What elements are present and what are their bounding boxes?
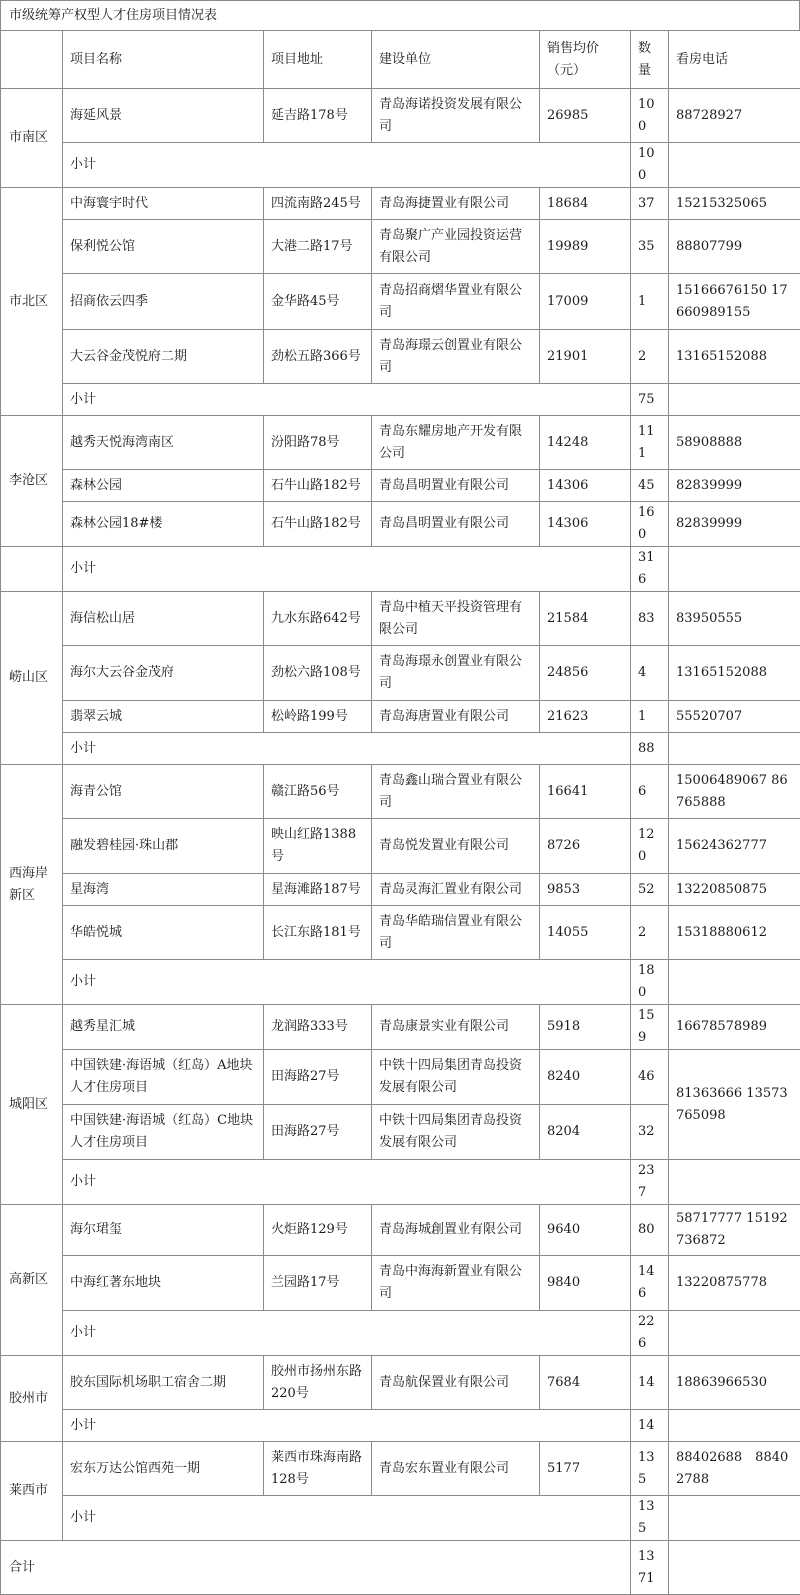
project-name: 中海寰宇时代 <box>63 188 264 220</box>
subtotal-phone-empty <box>669 960 800 1005</box>
project-phone: 58908888 <box>669 416 800 470</box>
project-qty: 32 <box>631 1105 669 1160</box>
district-cell: 市北区 <box>1 188 63 416</box>
project-developer: 青岛鑫山瑞合置业有限公司 <box>372 765 540 819</box>
subtotal-value: 180 <box>631 960 669 1005</box>
project-developer: 青岛航保置业有限公司 <box>372 1356 540 1410</box>
project-name: 融发碧桂园·珠山郡 <box>63 819 264 874</box>
total-row <box>1 1541 800 1595</box>
project-qty: 2 <box>631 906 669 960</box>
project-name: 招商依云四季 <box>63 274 264 330</box>
project-phone: 88402688 8840 2788 <box>669 1442 800 1496</box>
project-developer: 青岛海璟永创置业有限公司 <box>372 646 540 701</box>
project-name: 华皓悦城 <box>63 906 264 960</box>
project-qty: 2 <box>631 330 669 384</box>
project-name: 中国铁建·海语城（红岛）A地块人才住房项目 <box>63 1050 264 1105</box>
project-qty: 46 <box>631 1050 669 1105</box>
project-address: 火炬路129号 <box>264 1205 372 1256</box>
subtotal-value: 316 <box>631 547 669 592</box>
project-price: 26985 <box>540 89 631 143</box>
subtotal-phone-empty <box>669 1496 800 1541</box>
project-address: 田海路27号 <box>264 1050 372 1105</box>
district-cell: 崂山区 <box>1 592 63 765</box>
project-developer: 青岛海捷置业有限公司 <box>372 188 540 220</box>
header-developer: 建设单位 <box>372 31 540 89</box>
project-name: 海尔大云谷金茂府 <box>63 646 264 701</box>
project-phone: 82839999 <box>669 470 800 502</box>
table-row <box>1 765 800 819</box>
subtotal-row <box>1 384 800 416</box>
project-qty: 1 <box>631 701 669 733</box>
project-price: 9853 <box>540 874 631 906</box>
project-address: 石牛山路182号 <box>264 502 372 547</box>
subtotal-row <box>1 1160 800 1205</box>
project-price: 9840 <box>540 1256 631 1311</box>
project-developer: 青岛中海海新置业有限公司 <box>372 1256 540 1311</box>
project-qty: 52 <box>631 874 669 906</box>
subtotal-phone-empty <box>669 143 800 188</box>
subtotal-row <box>1 547 800 592</box>
project-name: 越秀天悦海湾南区 <box>63 416 264 470</box>
subtotal-row <box>1 143 800 188</box>
project-address: 大港二路17号 <box>264 220 372 274</box>
project-name: 胶东国际机场职工宿舍二期 <box>63 1356 264 1410</box>
subtotal-label: 小计 <box>63 384 631 416</box>
project-phone: 88807799 <box>669 220 800 274</box>
project-address: 松岭路199号 <box>264 701 372 733</box>
project-address: 长江东路181号 <box>264 906 372 960</box>
project-developer: 青岛康景实业有限公司 <box>372 1005 540 1050</box>
district-cell: 李沧区 <box>1 416 63 547</box>
project-developer: 青岛东耀房地产开发有限公司 <box>372 416 540 470</box>
project-phone: 15166676150 17660989155 <box>669 274 800 330</box>
project-qty: 146 <box>631 1256 669 1311</box>
header-phone: 看房电话 <box>669 31 800 89</box>
subtotal-phone-empty <box>669 1160 800 1205</box>
project-phone: 81363666 13573765098 <box>669 1050 800 1160</box>
project-qty: 83 <box>631 592 669 646</box>
project-phone: 13165152088 <box>669 330 800 384</box>
project-price: 21623 <box>540 701 631 733</box>
subtotal-value: 88 <box>631 733 669 765</box>
project-phone: 15006489067 86765888 <box>669 765 800 819</box>
table-row <box>1 701 800 733</box>
project-developer: 青岛宏东置业有限公司 <box>372 1442 540 1496</box>
project-phone: 88728927 <box>669 89 800 143</box>
project-name: 中国铁建·海语城（红岛）C地块人才住房项目 <box>63 1105 264 1160</box>
project-phone: 15318880612 <box>669 906 800 960</box>
table-row <box>1 1256 800 1311</box>
subtotal-row <box>1 1410 800 1442</box>
project-name: 海尔珺玺 <box>63 1205 264 1256</box>
subtotal-label: 小计 <box>63 733 631 765</box>
project-price: 17009 <box>540 274 631 330</box>
project-name: 中海红著东地块 <box>63 1256 264 1311</box>
project-address: 田海路27号 <box>264 1105 372 1160</box>
project-qty: 35 <box>631 220 669 274</box>
total-label: 合计 <box>1 1541 631 1595</box>
project-price: 24856 <box>540 646 631 701</box>
district-cell: 城阳区 <box>1 1005 63 1205</box>
project-price: 5918 <box>540 1005 631 1050</box>
project-qty: 1 <box>631 274 669 330</box>
project-qty: 6 <box>631 765 669 819</box>
project-price: 8204 <box>540 1105 631 1160</box>
subtotal-value: 14 <box>631 1410 669 1442</box>
project-qty: 135 <box>631 1442 669 1496</box>
project-name: 海青公馆 <box>63 765 264 819</box>
project-developer: 青岛海璟云创置业有限公司 <box>372 330 540 384</box>
project-developer: 青岛海诺投资发展有限公司 <box>372 89 540 143</box>
district-cell-empty <box>1 547 63 592</box>
project-developer: 青岛海唐置业有限公司 <box>372 701 540 733</box>
project-address: 延吉路178号 <box>264 89 372 143</box>
project-address: 兰园路17号 <box>264 1256 372 1311</box>
project-phone: 55520707 <box>669 701 800 733</box>
table-row <box>1 1005 800 1050</box>
header-address: 项目地址 <box>264 31 372 89</box>
district-cell: 胶州市 <box>1 1356 63 1442</box>
project-price: 7684 <box>540 1356 631 1410</box>
project-price: 14306 <box>540 470 631 502</box>
table-row <box>1 819 800 874</box>
project-developer: 青岛悦发置业有限公司 <box>372 819 540 874</box>
project-address: 九水东路642号 <box>264 592 372 646</box>
table-row <box>1 1050 800 1105</box>
project-address: 龙润路333号 <box>264 1005 372 1050</box>
project-name: 森林公园18#楼 <box>63 502 264 547</box>
project-developer: 青岛海城創置业有限公司 <box>372 1205 540 1256</box>
project-price: 9640 <box>540 1205 631 1256</box>
project-phone: 13220875778 <box>669 1256 800 1311</box>
project-phone: 16678578989 <box>669 1005 800 1050</box>
project-price: 14055 <box>540 906 631 960</box>
project-price: 14248 <box>540 416 631 470</box>
project-price: 19989 <box>540 220 631 274</box>
district-cell: 莱西市 <box>1 1442 63 1541</box>
table-row <box>1 416 800 470</box>
table-row <box>1 470 800 502</box>
project-price: 21901 <box>540 330 631 384</box>
project-address: 汾阳路78号 <box>264 416 372 470</box>
subtotal-value: 237 <box>631 1160 669 1205</box>
subtotal-value: 100 <box>631 143 669 188</box>
project-developer: 青岛中植天平投资管理有限公司 <box>372 592 540 646</box>
project-phone: 15215325065 <box>669 188 800 220</box>
district-cell: 市南区 <box>1 89 63 188</box>
project-qty: 4 <box>631 646 669 701</box>
table-row <box>1 874 800 906</box>
project-developer: 青岛灵海汇置业有限公司 <box>372 874 540 906</box>
project-phone: 13165152088 <box>669 646 800 701</box>
subtotal-label: 小计 <box>63 1311 631 1356</box>
project-developer: 青岛昌明置业有限公司 <box>372 502 540 547</box>
project-price: 8726 <box>540 819 631 874</box>
subtotal-phone-empty <box>669 1410 800 1442</box>
header-price: 销售均价（元） <box>540 31 631 89</box>
project-name: 翡翠云城 <box>63 701 264 733</box>
table-row <box>1 89 800 143</box>
header-district <box>1 31 63 89</box>
table-row <box>1 592 800 646</box>
project-address: 胶州市扬州东路220号 <box>264 1356 372 1410</box>
project-name: 星海湾 <box>63 874 264 906</box>
table-row <box>1 1205 800 1256</box>
table-row <box>1 1356 800 1410</box>
project-phone: 13220850875 <box>669 874 800 906</box>
subtotal-label: 小计 <box>63 143 631 188</box>
project-developer: 青岛昌明置业有限公司 <box>372 470 540 502</box>
project-phone: 82839999 <box>669 502 800 547</box>
subtotal-phone-empty <box>669 1311 800 1356</box>
project-qty: 159 <box>631 1005 669 1050</box>
project-phone: 58717777 15192736872 <box>669 1205 800 1256</box>
project-table <box>0 30 800 1595</box>
table-row <box>1 502 800 547</box>
subtotal-label: 小计 <box>63 1410 631 1442</box>
project-price: 8240 <box>540 1050 631 1105</box>
project-qty: 45 <box>631 470 669 502</box>
project-address: 劲松五路366号 <box>264 330 372 384</box>
project-address: 星海滩路187号 <box>264 874 372 906</box>
subtotal-row <box>1 1496 800 1541</box>
project-qty: 120 <box>631 819 669 874</box>
project-qty: 37 <box>631 188 669 220</box>
project-name: 越秀星汇城 <box>63 1005 264 1050</box>
project-qty: 80 <box>631 1205 669 1256</box>
subtotal-value: 226 <box>631 1311 669 1356</box>
header-name: 项目名称 <box>63 31 264 89</box>
project-price: 14306 <box>540 502 631 547</box>
table-row <box>1 646 800 701</box>
district-cell: 高新区 <box>1 1205 63 1356</box>
subtotal-row <box>1 1311 800 1356</box>
project-address: 劲松六路108号 <box>264 646 372 701</box>
project-developer: 青岛华皓瑞信置业有限公司 <box>372 906 540 960</box>
project-address: 莱西市珠海南路128号 <box>264 1442 372 1496</box>
project-price: 16641 <box>540 765 631 819</box>
project-developer: 中铁十四局集团青岛投资发展有限公司 <box>372 1105 540 1160</box>
project-phone: 18863966530 <box>669 1356 800 1410</box>
header-row <box>1 31 800 89</box>
project-qty: 111 <box>631 416 669 470</box>
district-cell: 西海岸新区 <box>1 765 63 1005</box>
project-developer: 青岛聚广产业园投资运营有限公司 <box>372 220 540 274</box>
project-name: 宏东万达公馆西苑一期 <box>63 1442 264 1496</box>
total-phone-empty <box>669 1541 800 1595</box>
project-name: 海延风景 <box>63 89 264 143</box>
project-address: 金华路45号 <box>264 274 372 330</box>
project-phone: 83950555 <box>669 592 800 646</box>
project-price: 21584 <box>540 592 631 646</box>
project-address: 赣江路56号 <box>264 765 372 819</box>
table-row <box>1 1442 800 1496</box>
table-row <box>1 274 800 330</box>
project-address: 石牛山路182号 <box>264 470 372 502</box>
subtotal-phone-empty <box>669 384 800 416</box>
table-body <box>1 31 800 1595</box>
table-row <box>1 188 800 220</box>
subtotal-phone-empty <box>669 733 800 765</box>
subtotal-phone-empty <box>669 547 800 592</box>
table-row <box>1 220 800 274</box>
subtotal-label: 小计 <box>63 1496 631 1541</box>
table-title: 市级统筹产权型人才住房项目情况表 <box>0 0 800 30</box>
project-qty: 100 <box>631 89 669 143</box>
subtotal-value: 75 <box>631 384 669 416</box>
subtotal-label: 小计 <box>63 1160 631 1205</box>
total-value: 1371 <box>631 1541 669 1595</box>
subtotal-row <box>1 733 800 765</box>
subtotal-label: 小计 <box>63 547 631 592</box>
project-qty: 14 <box>631 1356 669 1410</box>
subtotal-row <box>1 960 800 1005</box>
subtotal-label: 小计 <box>63 960 631 1005</box>
project-address: 映山红路1388号 <box>264 819 372 874</box>
project-developer: 中铁十四局集团青岛投资发展有限公司 <box>372 1050 540 1105</box>
table-row <box>1 330 800 384</box>
project-developer: 青岛招商熠华置业有限公司 <box>372 274 540 330</box>
project-qty: 160 <box>631 502 669 547</box>
project-name: 森林公园 <box>63 470 264 502</box>
project-price: 5177 <box>540 1442 631 1496</box>
project-address: 四流南路245号 <box>264 188 372 220</box>
project-name: 大云谷金茂悦府二期 <box>63 330 264 384</box>
project-name: 保利悦公馆 <box>63 220 264 274</box>
project-name: 海信松山居 <box>63 592 264 646</box>
header-qty: 数量 <box>631 31 669 89</box>
project-phone: 15624362777 <box>669 819 800 874</box>
subtotal-value: 135 <box>631 1496 669 1541</box>
project-price: 18684 <box>540 188 631 220</box>
table-row <box>1 906 800 960</box>
